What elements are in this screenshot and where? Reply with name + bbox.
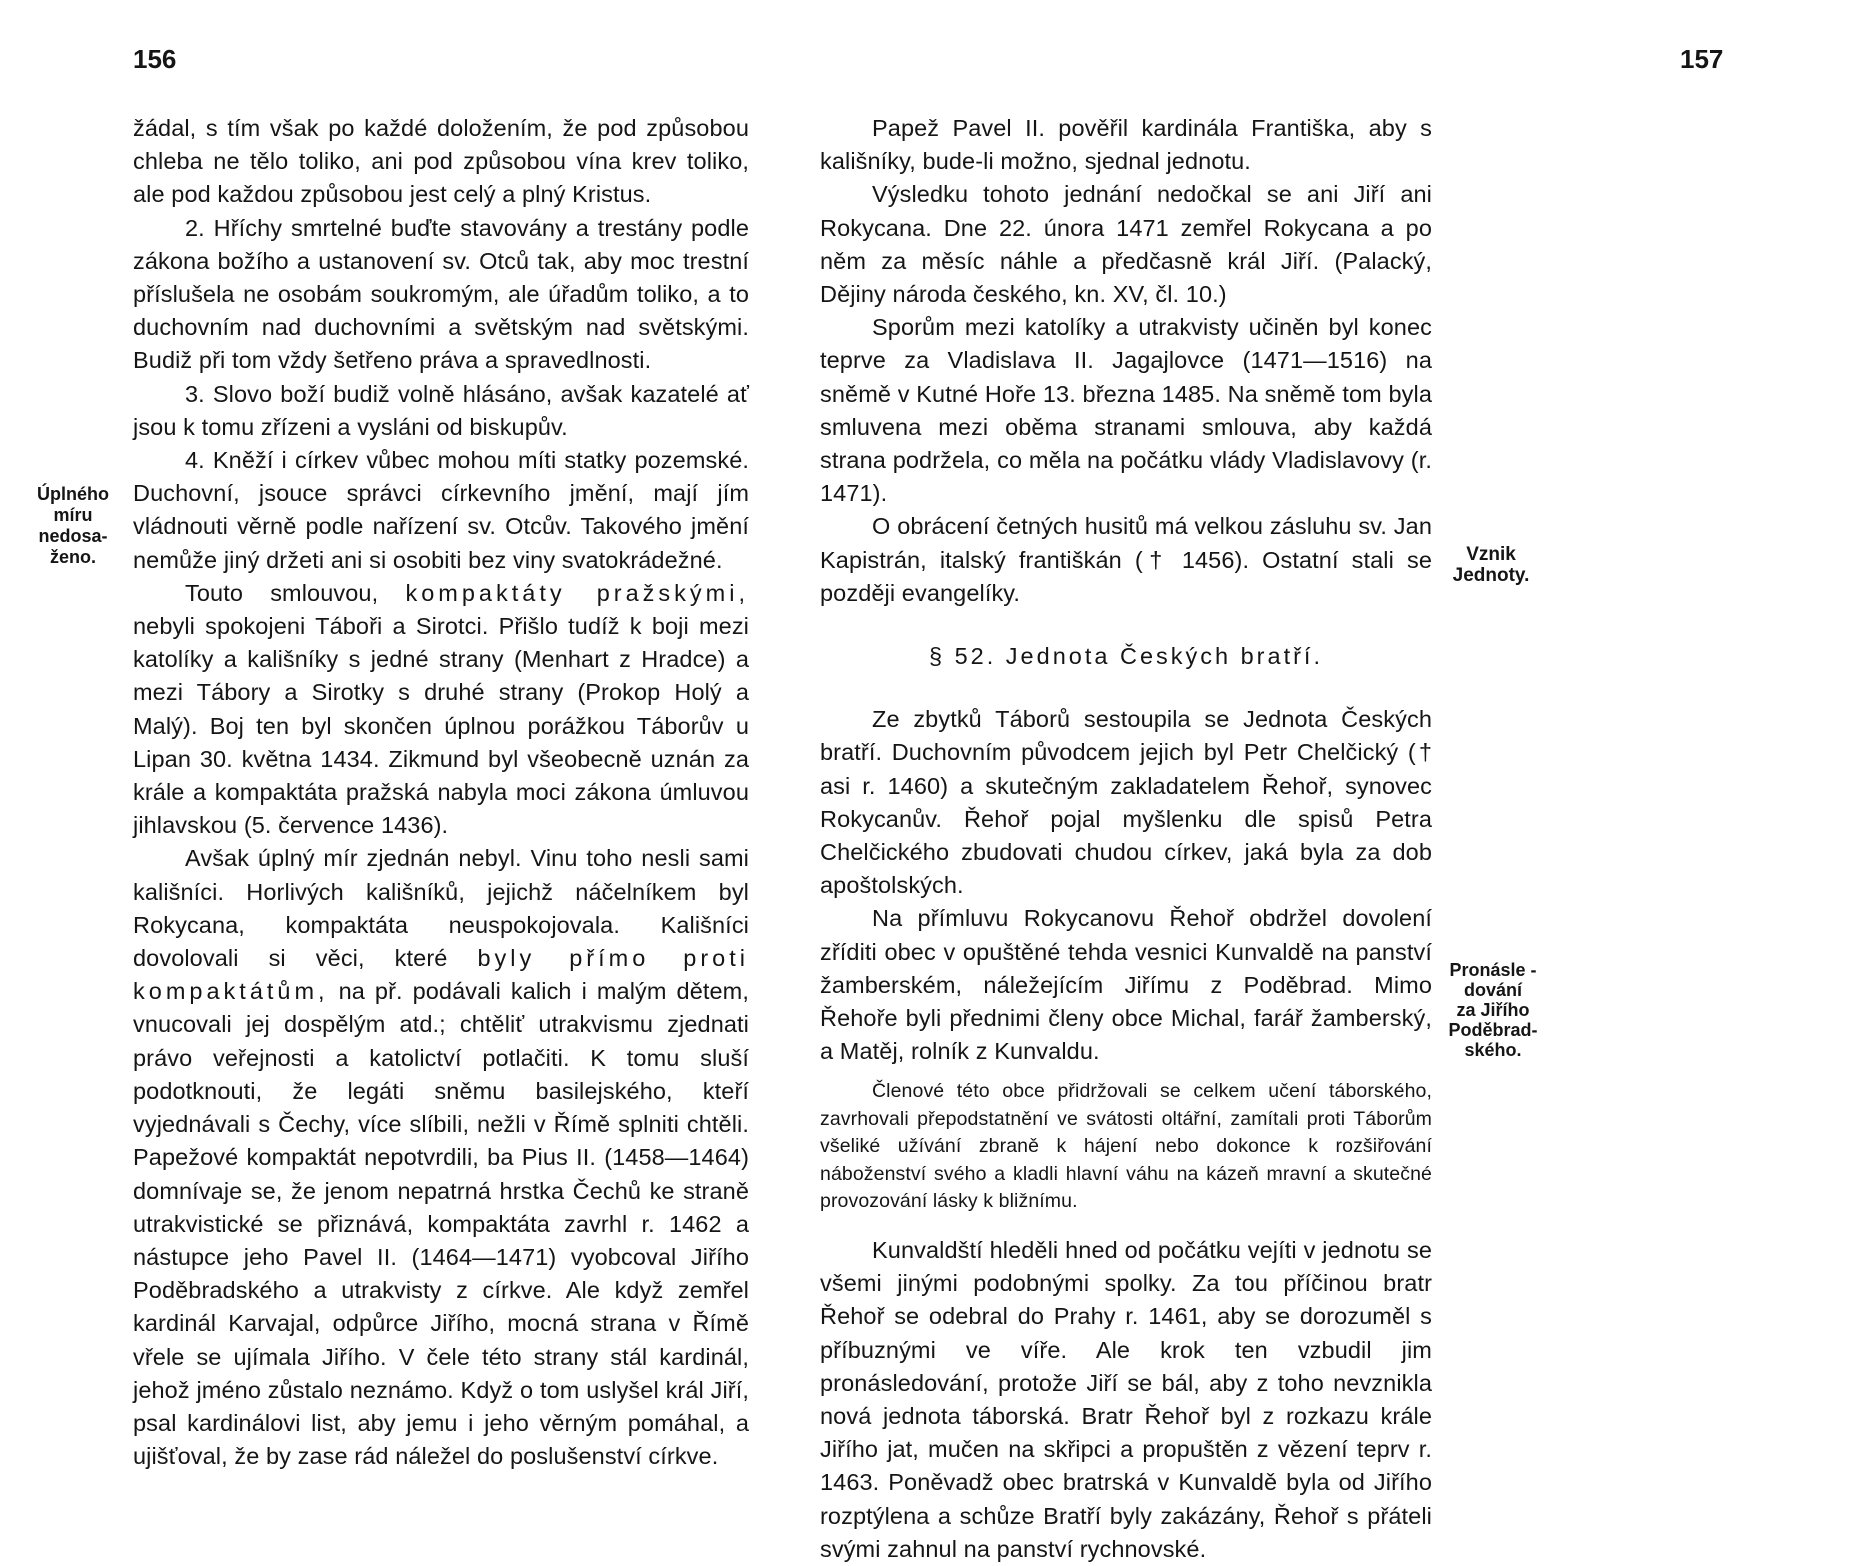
paragraph: Kunvaldští hleděli hned od počátku vejíti v jednotu se všemi jinými podobnými spolky. Za tou příčinou bratr Řehoř se odebral do Prahy r. 1461, aby se dorozuměl s příbuznými ve víře. Ale krok ten vzbudil jim pronásledování, protože Jiří se bál, aby z toho nevznikla nová jednota táborská. Bratr Řehoř byl z rozkazu krále Jiřího jat, mučen na skřipci a propuštěn z vězení teprv r. 1463. Poněvadž obec bratrská v Kunvaldě byla od Jiřího rozptýlena a schůze Bratří byly zakázány, Řehoř s přáteli svými zahnul na panství rychnovské.	[820, 1236, 1432, 1562]
section-heading: § 52. Jednota Českých bratří.	[929, 643, 1323, 670]
paragraph: Výsledku tohoto jednání nedočkal se ani Jiří ani Rokycana. Dne 22. února 1471 zemřel Rokycana a po něm za měsíc náhle a předčasně král Jiří. (Palacký, Dějiny národa českého, kn. XV, čl. 10.)	[820, 181, 1432, 308]
side-note-line: Vznik	[1466, 544, 1516, 565]
text-run: nebyli spokojeni Táboři a Sirotci. Přišlo tudíž k boji mezi katolíky a kališníky s jedné strany (Menhart z Hradce) a mezi Tábory a Sirotky s druhé strany (Prokop Holý a Malý). Boj ten byl skončen úplnou porážkou Táborův u Lipan 30. května 1434. Zikmund byl všeobecně uznán za krále a kompaktáta pražská nabyla moci zákona úmluvou jihlavskou (5. července 1436).	[133, 613, 749, 839]
side-note-line: míru	[53, 505, 93, 525]
paragraph: Ze zbytků Táborů sestoupila se Jednota Českých bratří. Duchovním původcem jejich byl Petr Chelčický († asi r. 1460) a skutečným zakladatelem Řehoř, synovec Rokycanův. Řehoř pojal myšlenku dle spisů Petra Chelčického zbudovati chudou církev, jaká byla za dob apoštolských.	[820, 706, 1432, 899]
paragraph: 3. Slovo boží budiž volně hlásáno, avšak kazatelé ať jsou k tomu zřízeni a vysláni od biskupův.	[133, 380, 749, 440]
text-run: na př. podávali kalich i malým dětem, vnucovali jej dospělým atd.; chtěliť utrakvismu zjednati právo veřejnosti a katolictví potlačiti. K tomu sluší podotknouti, že legáti sněmu basilejského, kteří vyjednávali s Čechy, více slíbili, nežli v Římě splniti chtěli. Papežové kompaktát nepotvrdili, ba Pius II. (1458—1464) domnívaje se, že jenom nepatrná hrstka Čechů ke straně utrakvistické se přiznává, kompaktáta zavrhl r. 1462 a nástupce jeho Pavel II. (1464—1471) vyobcoval Jiřího Poděbradského a utrakvisty z církve. Ale když zemřel kardinál Karvajal, odpůrce Jiřího, mocná strana v Římě vřele se ujímala Jiřího. V čele této strany stál kardinál, jehož jméno zůstalo neznámo. Když o tom uslyšel král Jiří, psal kardinálovi list, aby jemu i jeho věrným pomáhal, a ujišťoval, že by zase rád náležel do poslušenství církve.	[133, 978, 749, 1470]
side-note-line: ského.	[1464, 1040, 1522, 1060]
side-note-line: nedosa-	[38, 526, 108, 546]
left-page-number: 156	[133, 44, 177, 74]
paragraph: žádal, s tím však po každé doložením, že pod způsobou chleba ne tělo toliko, ani pod způsobou vína krev toliko, ale pod každou způsobou jest celý a plný Kristus.	[133, 115, 749, 208]
paragraph: 2. Hříchy smrtelné buďte stavovány a trestány podle zákona božího a ustanovení sv. Otců tak, aby moc trestní příslušela ne osobám soukromým, ale úřadům toliko, a to duchovním nad duchovními a světským nad světskými. Budiž při tom vždy šetřeno práva a spravedlnosti.	[133, 214, 749, 374]
paragraph-smlouva	[133, 577, 749, 843]
text-run: Touto smlouvou,	[185, 579, 379, 606]
side-note-line: ženo.	[49, 547, 96, 567]
left-side-note	[30, 484, 116, 568]
emphasized-text: kompaktáty pražskými,	[405, 579, 750, 606]
side-note-line: Jednoty.	[1452, 565, 1530, 586]
text-run: Avšak úplný mír zjednán nebyl. Vinu toho nesli sami kališníci. Horlivých kališníků, jejichž náčelníkem byl Rokycana, kompaktáta neuspokojovala. Kališníci dovolovali si věci, které	[133, 845, 749, 972]
side-note-line: dování	[1463, 980, 1522, 1000]
right-column	[820, 112, 1432, 1566]
paragraph: Sporům mezi katolíky a utrakvisty učiněn byl konec teprve za Vladislava II. Jagajlovce (1471—1516) na sněmě v Kutné Hoře 13. března 1485. Na sněmě tom byla smluvena mezi oběma stranami smlouva, aby každá strana podržela, co měla na počátku vlády Vladislavovy (r. 1471).	[820, 314, 1432, 507]
side-note-line: Pronásle -	[1449, 960, 1537, 980]
side-note-line: Poděbrad-	[1448, 1020, 1538, 1040]
right-side-note-vznik	[1446, 544, 1536, 586]
left-column	[133, 112, 749, 1473]
paragraph: Na přímluvu Rokycanovu Řehoř obdržel dovolení zříditi obec v opuštěné tehda vesnici Kunvaldě na panství žamberském, náležejícím Jiřímu z Poděbrad. Mimo Řehoře byli přednimi členy obce Michal, farář žamberský, a Matěj, rolník z Kunvaldu.	[820, 905, 1432, 1065]
emphasized-text: byly přímo proti kompaktátům,	[133, 945, 749, 1005]
right-page-number: 157	[1680, 44, 1724, 74]
small-print-paragraph: Členové této obce přidržovali se celkem učení táborského, zavrhovali přepodstatnění ve svátosti oltářní, zamítali proti Táborům všeliké užívání zbraně k hájení nebo dokonce k rozšiřování náboženství svého a kladli hlavní váhu na kázeň mravní a skutečné provozování lásky k bližnímu.	[820, 1080, 1432, 1213]
side-note-line: za Jiřího	[1456, 1000, 1530, 1020]
paragraph: Papež Pavel II. pověřil kardinála Františka, aby s kališníky, bude-li možno, sjednal jednotu.	[820, 115, 1432, 175]
paragraph: O obrácení četných husitů má velkou zásluhu sv. Jan Kapistrán, italský františkán († 1456). Ostatní stali se později evangelíky.	[820, 513, 1432, 606]
paragraph-mir	[133, 842, 749, 1473]
side-note-line: Úplného	[37, 484, 109, 504]
paragraph: 4. Kněží i církev vůbec mohou míti statky pozemské. Duchovní, jsouce správci církevního jmění, mají jím vládnouti věrně podle nařízení sv. Otcův. Takového jmění nemůže jiný držeti ani si osobiti bez viny svatokrádežné.	[133, 447, 749, 573]
right-side-note-pronasledovani	[1440, 960, 1546, 1060]
